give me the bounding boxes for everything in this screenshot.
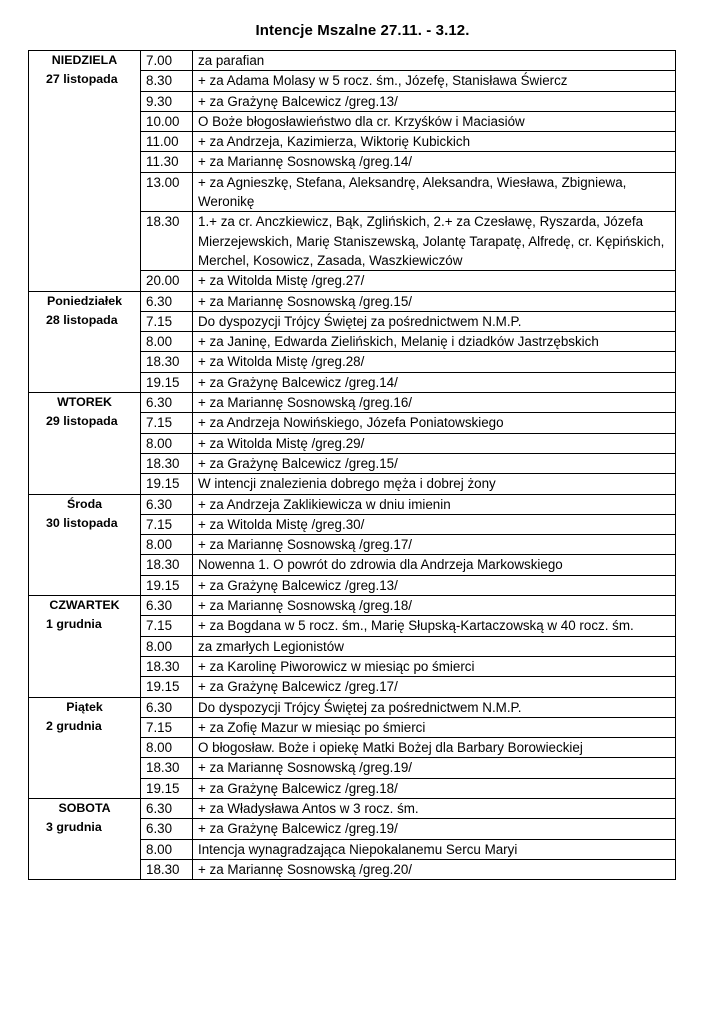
day-date: 28 listopada — [46, 312, 118, 327]
mass-intention: + za Władysława Antos w 3 rocz. śm. — [193, 798, 676, 818]
mass-intention: + za Janinę, Edwarda Zielińskich, Melanię i dziadków Jastrzębskich — [193, 332, 676, 352]
table-row — [29, 393, 676, 413]
mass-time: 7.15 — [141, 514, 193, 534]
mass-intention: W intencji znalezienia dobrego męża i dobrej żony — [193, 474, 676, 494]
table-row — [29, 51, 676, 71]
mass-time: 18.30 — [141, 453, 193, 473]
mass-intention: za parafian — [193, 51, 676, 71]
day-name: SOBOTA — [58, 800, 111, 815]
mass-intention: + za Grażynę Balcewicz /greg.14/ — [193, 372, 676, 392]
day-cell — [29, 596, 141, 697]
mass-time: 19.15 — [141, 677, 193, 697]
mass-time: 8.30 — [141, 71, 193, 91]
mass-intention: + za Grażynę Balcewicz /greg.13/ — [193, 575, 676, 595]
mass-time: 20.00 — [141, 271, 193, 291]
mass-intention: + za Mariannę Sosnowską /greg.15/ — [193, 291, 676, 311]
mass-intention: 1.+ za cr. Anczkiewicz, Bąk, Zglińskich, 2.+ za Czesławę, Ryszarda, Józefa Mierzejewskich, Marię Staniszewską, Jolantę Tarapatę, Alfredę, cr. Kępińskich, Merchel, Kosowicz, Zasada, Waszkiewiczów — [193, 212, 676, 271]
mass-time: 6.30 — [141, 697, 193, 717]
day-name: WTOREK — [57, 395, 112, 410]
page-title: Intencje Mszalne 27.11. - 3.12. — [255, 22, 470, 39]
mass-intention: + za Agnieszkę, Stefana, Aleksandrę, Aleksandra, Wiesława, Zbigniewa, Weronikę — [193, 172, 676, 212]
table-row — [29, 697, 676, 717]
mass-time: 7.15 — [141, 616, 193, 636]
mass-time: 7.15 — [141, 311, 193, 331]
table-row — [29, 596, 676, 616]
day-cell — [29, 291, 141, 392]
day-date: 3 grudnia — [46, 820, 102, 835]
mass-intention: + za Mariannę Sosnowską /greg.19/ — [193, 758, 676, 778]
table-row — [29, 798, 676, 818]
day-date: 29 listopada — [46, 414, 118, 429]
mass-intention: + za Witolda Mistę /greg.30/ — [193, 514, 676, 534]
table-row — [29, 494, 676, 514]
day-cell — [29, 393, 141, 494]
mass-time: 8.00 — [141, 839, 193, 859]
mass-time: 6.30 — [141, 291, 193, 311]
mass-intention: Do dyspozycji Trójcy Świętej za pośrednictwem N.M.P. — [193, 311, 676, 331]
mass-time: 11.30 — [141, 152, 193, 172]
mass-intention: + za Mariannę Sosnowską /greg.16/ — [193, 393, 676, 413]
mass-intention: + za Andrzeja, Kazimierza, Wiktorię Kubickich — [193, 132, 676, 152]
mass-intention: + za Grażynę Balcewicz /greg.19/ — [193, 819, 676, 839]
day-date: 1 grudnia — [46, 617, 102, 632]
mass-time: 18.30 — [141, 555, 193, 575]
mass-intention: + za Witolda Mistę /greg.29/ — [193, 433, 676, 453]
mass-time: 6.30 — [141, 819, 193, 839]
mass-intention: za zmarłych Legionistów — [193, 636, 676, 656]
mass-time: 18.30 — [141, 859, 193, 879]
mass-time: 10.00 — [141, 111, 193, 131]
day-cell — [29, 494, 141, 595]
mass-intention: + za Zofię Mazur w miesiąc po śmierci — [193, 717, 676, 737]
mass-intention: + za Mariannę Sosnowską /greg.14/ — [193, 152, 676, 172]
mass-time: 8.00 — [141, 636, 193, 656]
mass-time: 19.15 — [141, 778, 193, 798]
mass-intention: Intencja wynagradzająca Niepokalanemu Sercu Maryi — [193, 839, 676, 859]
table-row — [29, 291, 676, 311]
day-cell — [29, 697, 141, 798]
mass-intention: + za Andrzeja Nowińskiego, Józefa Poniatowskiego — [193, 413, 676, 433]
mass-time: 18.30 — [141, 212, 193, 271]
day-date: 27 listopada — [46, 72, 118, 87]
mass-time: 18.30 — [141, 758, 193, 778]
mass-intention: + za Grażynę Balcewicz /greg.13/ — [193, 91, 676, 111]
mass-time: 6.30 — [141, 596, 193, 616]
mass-intention: + za Mariannę Sosnowską /greg.20/ — [193, 859, 676, 879]
mass-intention: O błogosław. Boże i opiekę Matki Bożej dla Barbary Borowieckiej — [193, 738, 676, 758]
mass-intention: O Boże błogosławieństwo dla cr. Krzyśków i Maciasiów — [193, 111, 676, 131]
mass-time: 8.00 — [141, 535, 193, 555]
mass-time: 8.00 — [141, 332, 193, 352]
mass-intentions-table — [28, 50, 676, 880]
day-name: Środa — [66, 496, 103, 511]
mass-intention: + za Grażynę Balcewicz /greg.15/ — [193, 453, 676, 473]
mass-time: 19.15 — [141, 474, 193, 494]
mass-time: 7.15 — [141, 413, 193, 433]
mass-intention: + za Mariannę Sosnowską /greg.17/ — [193, 535, 676, 555]
mass-time: 6.30 — [141, 798, 193, 818]
mass-time: 6.30 — [141, 393, 193, 413]
mass-intention: + za Witolda Mistę /greg.27/ — [193, 271, 676, 291]
mass-intention: + za Andrzeja Zaklikiewicza w dniu imienin — [193, 494, 676, 514]
day-name: CZWARTEK — [49, 598, 120, 613]
day-name: Piątek — [66, 699, 103, 714]
mass-time: 19.15 — [141, 575, 193, 595]
mass-intention: Do dyspozycji Trójcy Świętej za pośrednictwem N.M.P. — [193, 697, 676, 717]
mass-time: 6.30 — [141, 494, 193, 514]
mass-intention: + za Bogdana w 5 rocz. śm., Marię Słupską-Kartaczowską w 40 rocz. śm. — [193, 616, 676, 636]
mass-time: 19.15 — [141, 372, 193, 392]
mass-time: 7.00 — [141, 51, 193, 71]
mass-intention: + za Witolda Mistę /greg.28/ — [193, 352, 676, 372]
day-cell — [29, 51, 141, 292]
mass-intention: + za Grażynę Balcewicz /greg.17/ — [193, 677, 676, 697]
mass-intention: + za Mariannę Sosnowską /greg.18/ — [193, 596, 676, 616]
schedule-body — [29, 51, 676, 880]
mass-time: 8.00 — [141, 433, 193, 453]
mass-time: 18.30 — [141, 352, 193, 372]
mass-time: 18.30 — [141, 656, 193, 676]
mass-time: 11.00 — [141, 132, 193, 152]
mass-intention: + za Karolinę Piworowicz w miesiąc po śmierci — [193, 656, 676, 676]
mass-time: 9.30 — [141, 91, 193, 111]
mass-time: 7.15 — [141, 717, 193, 737]
day-name: NIEDZIELA — [51, 53, 118, 67]
day-date: 2 grudnia — [46, 718, 102, 733]
day-date: 30 listopada — [46, 515, 118, 530]
mass-intention: + za Grażynę Balcewicz /greg.18/ — [193, 778, 676, 798]
mass-intention: Nowenna 1. O powrót do zdrowia dla Andrzeja Markowskiego — [193, 555, 676, 575]
mass-time: 13.00 — [141, 172, 193, 212]
mass-intention: + za Adama Molasy w 5 rocz. śm., Józefę, Stanisława Świercz — [193, 71, 676, 91]
day-cell — [29, 798, 141, 879]
day-name: Poniedziałek — [46, 293, 123, 308]
mass-time: 8.00 — [141, 738, 193, 758]
